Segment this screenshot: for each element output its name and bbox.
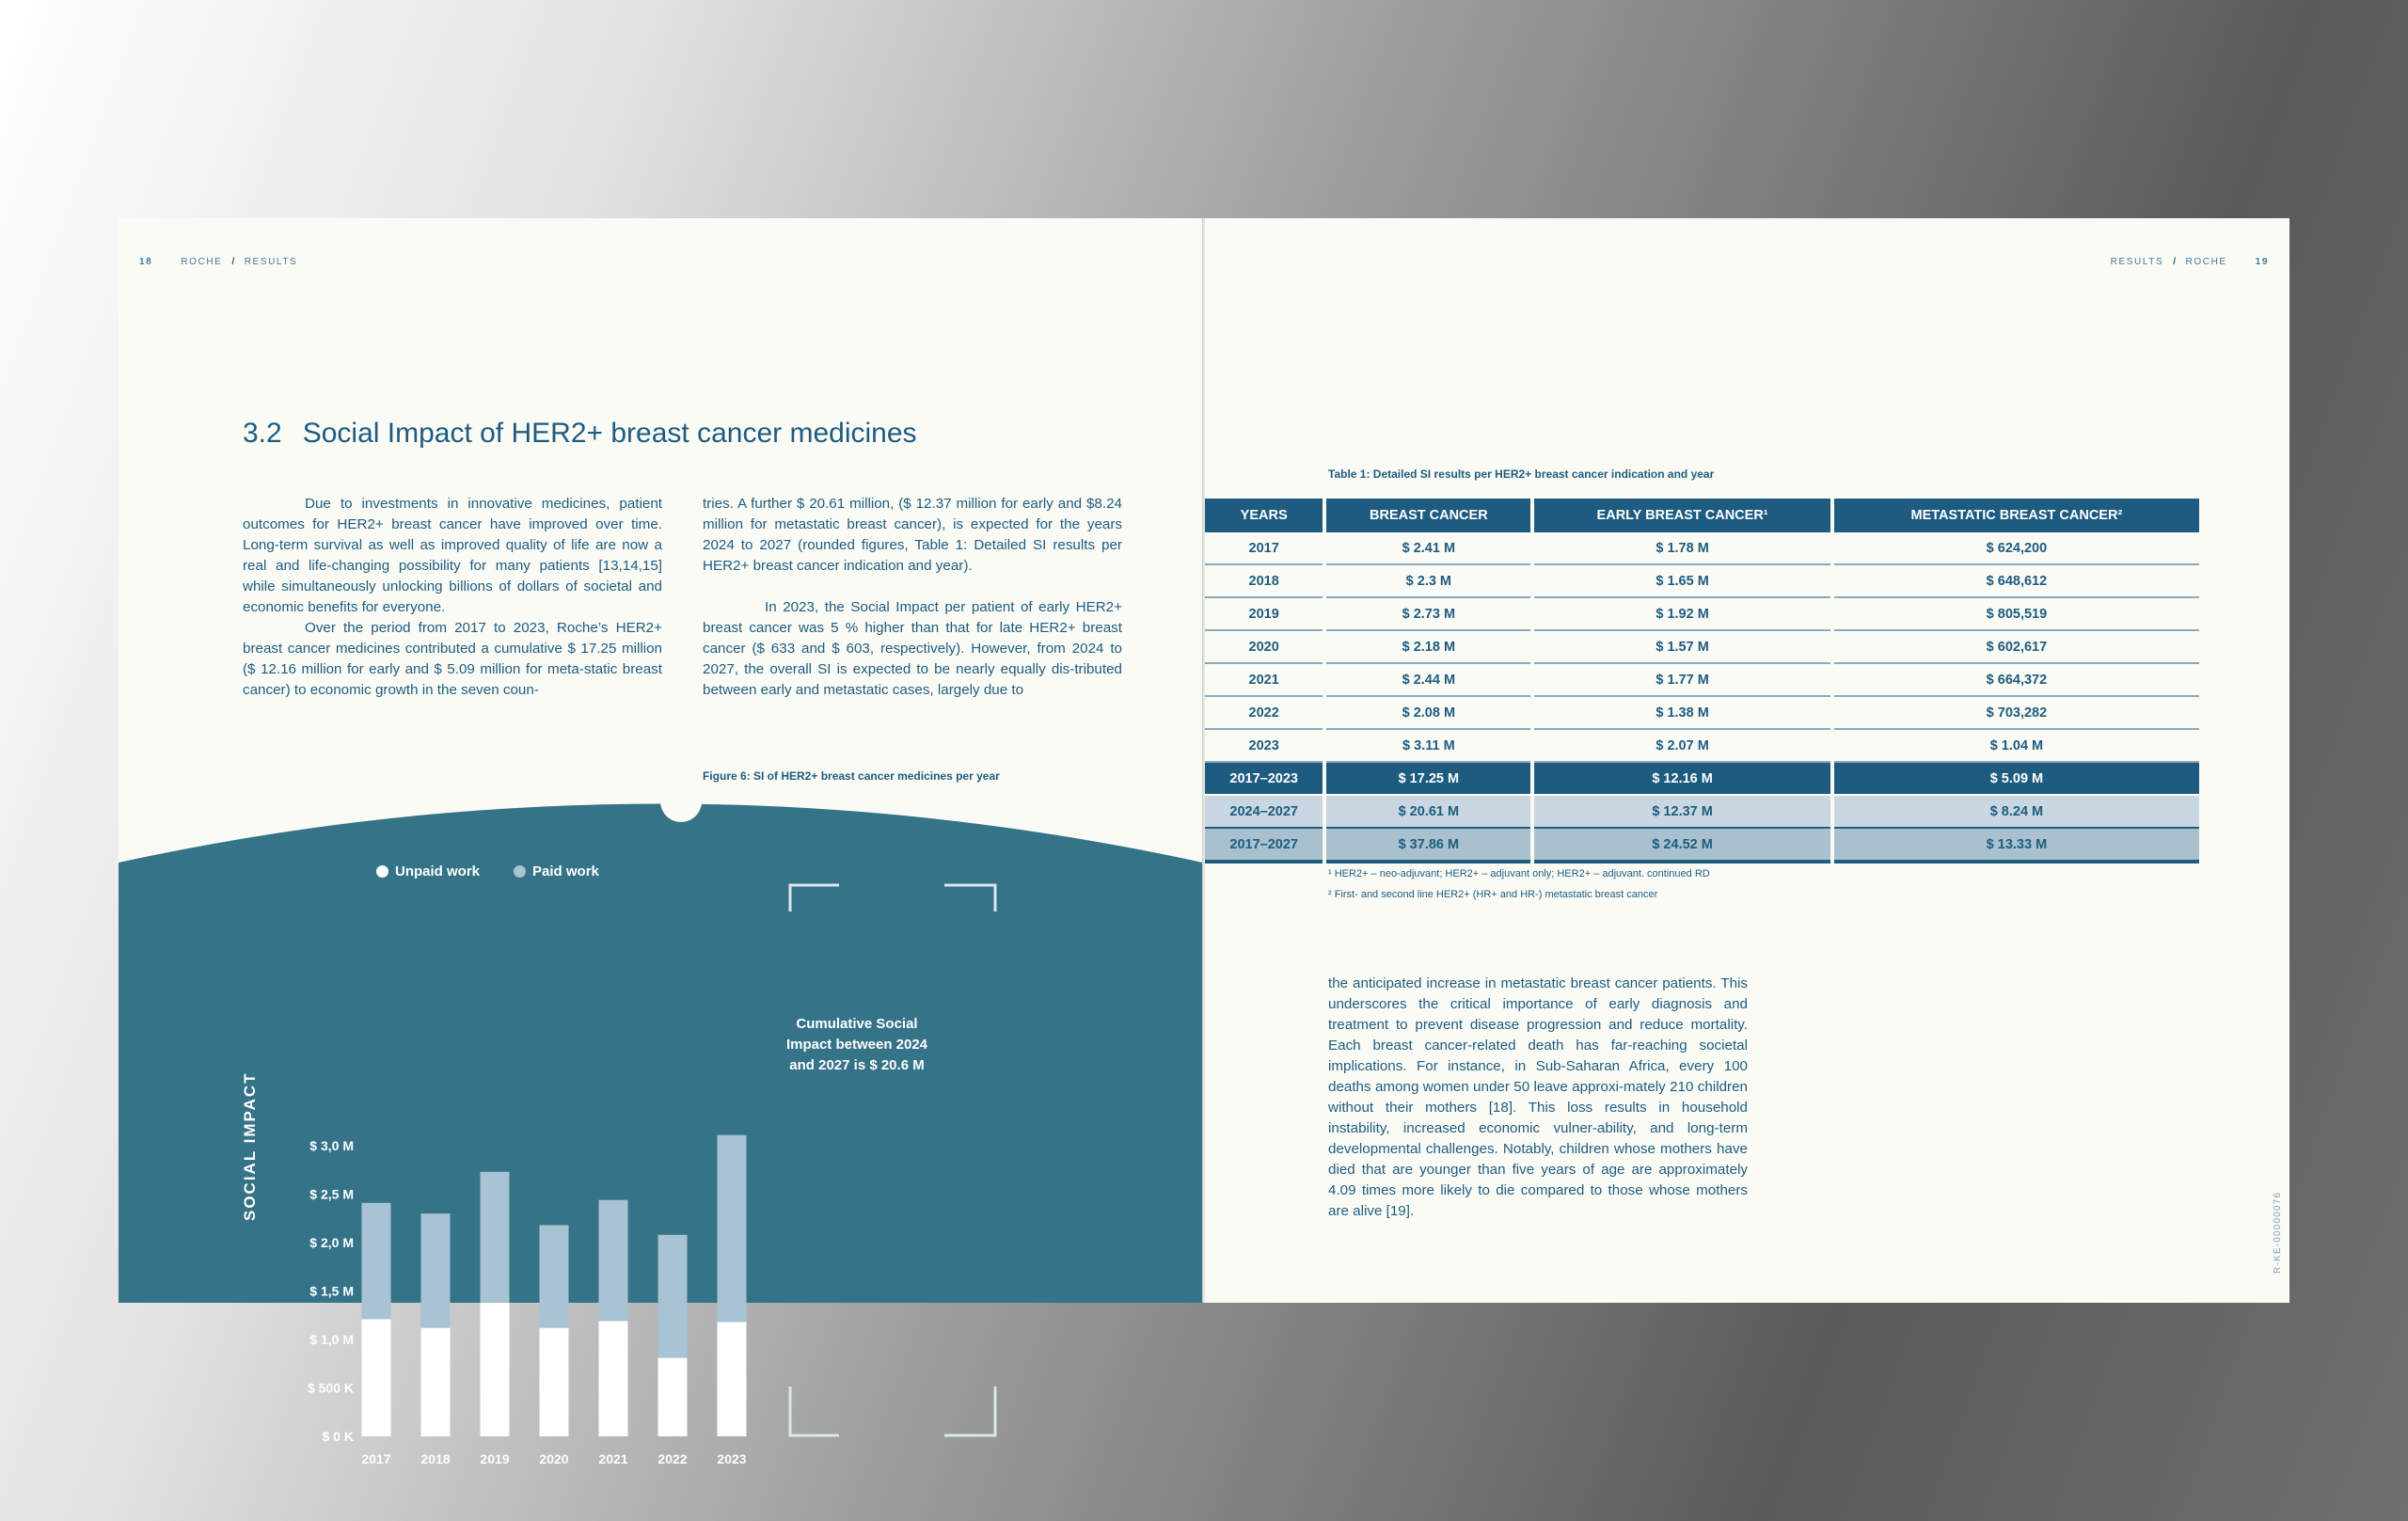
- chart-panel-notch: [660, 781, 702, 822]
- right-page: [1205, 218, 2289, 1303]
- x-tick-label: 2023: [717, 1451, 747, 1466]
- bar-unpaid-work-2022: [658, 1235, 688, 1358]
- brochure-spread: [119, 218, 2289, 1466]
- text-column-2: [703, 494, 1122, 701]
- table-cell: $ 2.08 M: [1326, 697, 1530, 730]
- table-cell: 2022: [1205, 697, 1323, 730]
- left-page: [119, 218, 1203, 1466]
- section-number: 3.2: [243, 418, 282, 449]
- bar-paid-work-2023: [718, 1322, 747, 1436]
- paragraph: tries. A further $ 20.61 million, ($ 12.37 million for early and $8.24 million for metastatic breast cancer), is expected for the years 2024 to 2027 (rounded figures, Table 1: Detailed SI results per HER2+ breast cancer indication and year).: [703, 496, 1122, 574]
- table-cell: $ 624,200: [1834, 532, 2199, 565]
- column-header: EARLY BREAST CANCER¹: [1534, 499, 1830, 532]
- table-cell: 2017–2023: [1205, 763, 1323, 796]
- table-cell: $ 3.11 M: [1326, 730, 1530, 763]
- footnote: ² First- and second line HER2+ (HR+ and HR-) metastatic breast cancer: [1328, 889, 1658, 900]
- running-head-left: [139, 257, 297, 267]
- table-cell: $ 2.07 M: [1534, 730, 1830, 763]
- table-cell: $ 2.73 M: [1326, 598, 1530, 631]
- si-results-table: [1201, 499, 2203, 863]
- bar-unpaid-work-2018: [421, 1213, 451, 1328]
- column-header: METASTATIC BREAST CANCER²: [1834, 499, 2199, 532]
- table-cell: $ 2.3 M: [1326, 565, 1530, 598]
- bar-paid-work-2018: [421, 1328, 451, 1436]
- table-cell: 2019: [1205, 598, 1323, 631]
- bar-unpaid-work-2020: [540, 1225, 569, 1327]
- running-head-brand: ROCHE: [181, 257, 223, 267]
- bar-paid-work-2022: [658, 1358, 688, 1436]
- y-tick-label: $ 3,0 M: [309, 1138, 354, 1153]
- section-heading: [243, 418, 917, 450]
- text-column-1: [243, 494, 662, 701]
- table-cell: $ 648,612: [1834, 565, 2199, 598]
- si-bar-chart: [119, 792, 1203, 1466]
- table-cell: $ 12.37 M: [1534, 796, 1830, 829]
- x-tick-label: 2018: [420, 1451, 451, 1466]
- bar-unpaid-work-2017: [362, 1203, 391, 1320]
- y-tick-label: $ 1,5 M: [309, 1283, 354, 1299]
- table-header-row: [1205, 499, 2199, 532]
- table-row: [1205, 631, 2199, 664]
- table-row: [1205, 730, 2199, 763]
- page-number: 18: [139, 257, 153, 267]
- table-cell: $ 1.77 M: [1534, 664, 1830, 697]
- table-cell: $ 1.38 M: [1534, 697, 1830, 730]
- table-cell: $ 1.78 M: [1534, 532, 1830, 565]
- legend-swatch-paid: [514, 865, 526, 878]
- bar-unpaid-work-2023: [718, 1135, 747, 1323]
- table-cell: $ 12.16 M: [1534, 763, 1830, 796]
- table-cell: 2017–2027: [1205, 829, 1323, 863]
- table-caption: Table 1: Detailed SI results per HER2+ breast cancer indication and year: [1328, 467, 1715, 481]
- table-cell: $ 13.33 M: [1834, 829, 2199, 863]
- table-cell: $ 805,519: [1834, 598, 2199, 631]
- y-axis-title: SOCIAL IMPACT: [241, 1071, 259, 1221]
- bar-paid-work-2017: [362, 1319, 391, 1436]
- table-grand-total-row: [1205, 829, 2199, 863]
- table-cell: $ 24.52 M: [1534, 829, 1830, 863]
- paragraph: In 2023, the Social Impact per patient of early HER2+ breast cancer was 5 % higher than that for late HER2+ breast cancer ($ 633 and $ 603, respectively). However, from 2024 to 2027, the overall SI is expected to be nearly equally dis-tributed between early and metastatic cases, largely due to: [703, 599, 1122, 698]
- column-header: YEARS: [1205, 499, 1323, 532]
- bar-unpaid-work-2019: [481, 1172, 510, 1303]
- x-tick-label: 2017: [361, 1451, 391, 1466]
- x-tick-label: 2021: [598, 1451, 628, 1466]
- y-tick-label: $ 2,0 M: [309, 1235, 354, 1250]
- paragraph: the anticipated increase in metastatic breast cancer patients. This underscores the critical importance of early diagnosis and treatment to prevent disease progression and reduce mortality. Each breast cancer-related death has far-reaching societal implications. For instance, in Sub-Saharan Africa, every 100 deaths among women under 50 leave approxi-mately 210 children without their mothers [18]. This loss results in household instability, increased economic vulner-ability, and long-term developmental challenges. Notably, children whose mothers have died that are younger than five years of age are approximately 4.09 times more likely to die compared to those whose mothers are alive [19].: [1328, 975, 1748, 1219]
- paragraph: Over the period from 2017 to 2023, Roche’s HER2+ breast cancer medicines contributed a cumulative $ 17.25 million ($ 12.16 million for early and $ 5.09 million for meta-static breast cancer) to economic growth in the seven coun-: [243, 620, 662, 698]
- running-head-section: RESULTS: [244, 257, 298, 267]
- bar-paid-work-2019: [481, 1303, 510, 1436]
- section-title: Social Impact of HER2+ breast cancer medicines: [302, 418, 917, 449]
- table-cell: $ 602,617: [1834, 631, 2199, 664]
- table-row: [1205, 532, 2199, 565]
- table-cell: $ 20.61 M: [1326, 796, 1530, 829]
- table-total-row: [1205, 763, 2199, 796]
- bar-unpaid-work-2021: [599, 1200, 628, 1322]
- table-cell: $ 1.57 M: [1534, 631, 1830, 664]
- table-cell: $ 2.44 M: [1326, 664, 1530, 697]
- table-cell: $ 1.65 M: [1534, 565, 1830, 598]
- table-row: [1205, 697, 2199, 730]
- table-cell: $ 1.04 M: [1834, 730, 2199, 763]
- running-head-separator: /: [231, 257, 235, 267]
- table-row: [1205, 664, 2199, 697]
- table-projection-row: [1205, 796, 2199, 829]
- figure-caption: Figure 6: SI of HER2+ breast cancer medicines per year: [703, 769, 1000, 783]
- running-head-right: [2111, 257, 2269, 267]
- table-cell: 2021: [1205, 664, 1323, 697]
- cumulative-callout: Cumulative Social Impact between 2024 and 2027 is $ 20.6 M: [785, 1016, 928, 1073]
- table-cell: $ 8.24 M: [1834, 796, 2199, 829]
- bar-paid-work-2021: [599, 1321, 628, 1436]
- table-cell: 2017: [1205, 532, 1323, 565]
- table-cell: $ 2.18 M: [1326, 631, 1530, 664]
- text-column-3: [1328, 974, 1748, 1222]
- y-tick-label: $ 2,5 M: [309, 1186, 354, 1202]
- x-axis-ticks: [361, 1451, 746, 1466]
- bar-paid-work-2020: [540, 1328, 569, 1436]
- running-head-separator: /: [2173, 257, 2177, 267]
- document-code: R-KE-00000076: [2273, 1191, 2283, 1274]
- running-head-section: RESULTS: [2110, 257, 2164, 267]
- table-row: [1205, 598, 2199, 631]
- table-cell: 2020: [1205, 631, 1323, 664]
- page-number: 19: [2255, 257, 2269, 267]
- paragraph: Due to investments in innovative medicines, patient outcomes for HER2+ breast cancer have improved over time. Long-term survival as well as improved quality of life are now a real and life-changing possibility for many patients [13,14,15] while simultaneously unlocking billions of dollars of societal and economic benefits for everyone.: [243, 496, 662, 615]
- legend-swatch-unpaid: [376, 865, 388, 878]
- table-cell: 2018: [1205, 565, 1323, 598]
- table-row: [1205, 565, 2199, 598]
- table-cell: $ 5.09 M: [1834, 763, 2199, 796]
- table-cell: $ 37.86 M: [1326, 829, 1530, 863]
- legend-label-unpaid: Unpaid work: [395, 863, 481, 879]
- footnote: ¹ HER2+ – neo-adjuvant; HER2+ – adjuvant only; HER2+ – adjuvant. continued RD: [1328, 868, 1710, 879]
- table-cell: 2023: [1205, 730, 1323, 763]
- x-tick-label: 2019: [480, 1451, 510, 1466]
- x-tick-label: 2022: [657, 1451, 688, 1466]
- table-cell: $ 664,372: [1834, 664, 2199, 697]
- table-cell: $ 2.41 M: [1326, 532, 1530, 565]
- x-tick-label: 2020: [539, 1451, 569, 1466]
- y-tick-label: $ 500 K: [307, 1380, 354, 1396]
- table-cell: $ 1.92 M: [1534, 598, 1830, 631]
- column-header: BREAST CANCER: [1326, 499, 1530, 532]
- table-cell: $ 17.25 M: [1326, 763, 1530, 796]
- legend-label-paid: Paid work: [532, 863, 599, 879]
- y-tick-label: $ 1,0 M: [309, 1332, 354, 1347]
- chart-panel-background: [119, 804, 1203, 1304]
- running-head-brand: ROCHE: [2185, 257, 2227, 267]
- y-tick-label: $ 0 K: [322, 1429, 354, 1444]
- chart-legend: [376, 863, 599, 879]
- table-cell: 2024–2027: [1205, 796, 1323, 829]
- table-footnotes: [1328, 863, 1710, 905]
- table-cell: $ 703,282: [1834, 697, 2199, 730]
